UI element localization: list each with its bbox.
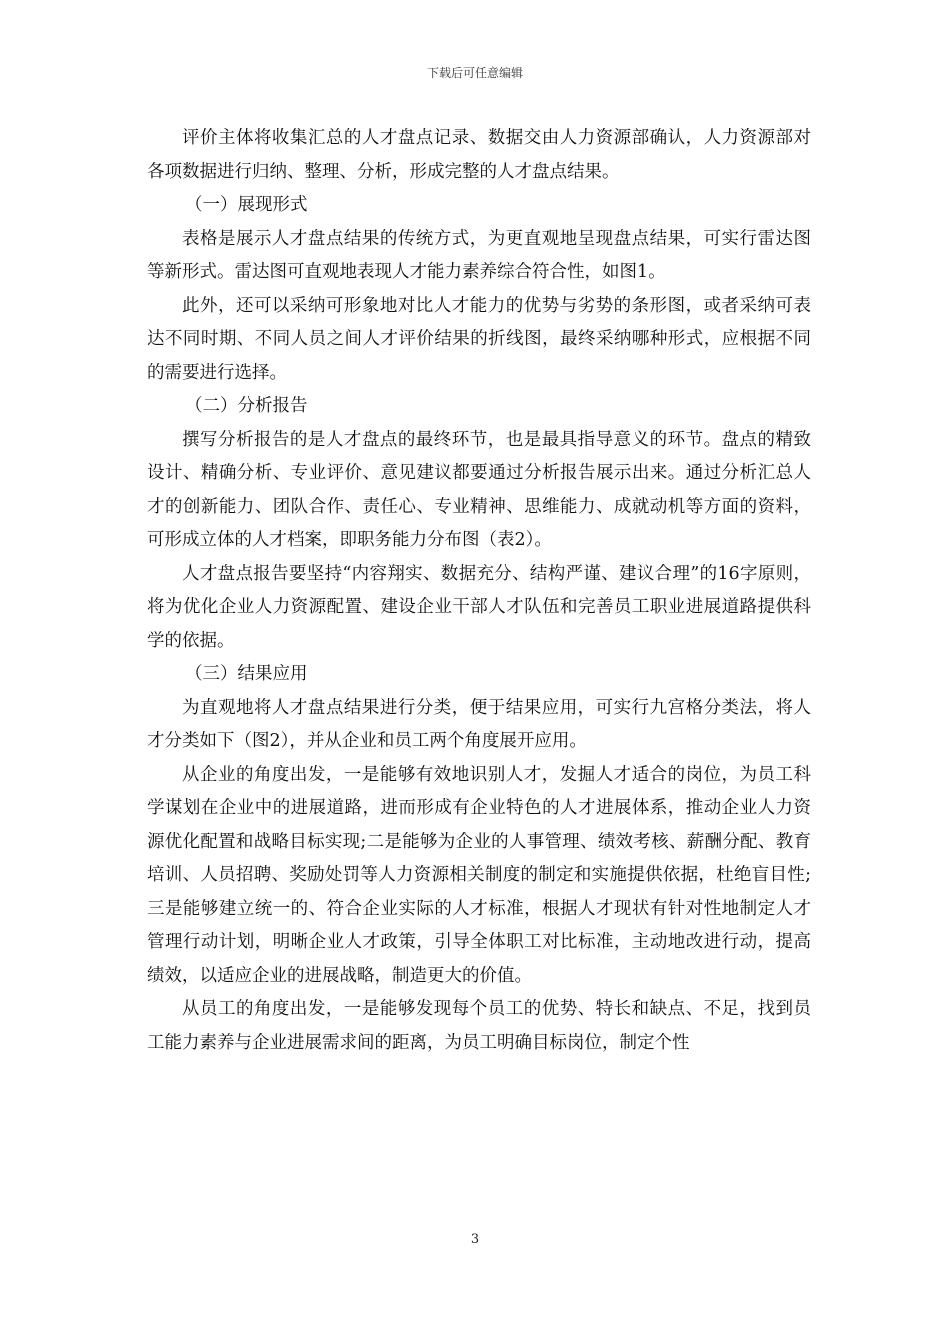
paragraph-data-review: 评价主体将收集汇总的人才盘点记录、数据交由人力资源部确认，人力资源部对各项数据进行归纳、整理、分析，形成完整的人才盘点结果。 (147, 128, 811, 182)
paragraph-employee-perspective: 从员工的角度出发，一是能够发现每个员工的优势、特长和缺点、不足，找到员工能力素养与企业进展需求间的距离，为员工明确目标岗位，制定个性 (147, 999, 811, 1053)
paragraph-enterprise-perspective: 从企业的角度出发，一是能够有效地识别人才，发掘人才适合的岗位，为员工科学谋划在企业中的进展道路，进而形成有企业特色的人才进展体系，推动企业人力资源优化配置和战略目标实现;二是能够为企业的人事管理、绩效考核、薪酬分配、教育培训、人员招聘、奖励处罚等人力资源相关制度的制定和实施提供依据，杜绝盲目性;三是能够建立统一的、符合企业实际的人才标准，根据人才现状有针对性地制定人才管理行动计划，明晰企业人才政策，引导全体职工对比标准，主动地改进行动，提高绩效，以适应企业的进展战略，制造更大的价值。 (147, 764, 811, 986)
section-heading-result-application: （三）结果应用 (185, 664, 308, 684)
section-heading-analysis-report: （二）分析报告 (185, 396, 308, 416)
paragraph-report-writing: 撰写分析报告的是人才盘点的最终环节，也是最具指导意义的环节。盘点的精致设计、精确分析、专业评价、意见建议都要通过分析报告展示出来。通过分析汇总人才的创新能力、团队合作、责任心、专业精神、思维能力、成就动机等方面的资料，可形成立体的人才档案，即职务能力分布图（表2）。 (147, 429, 811, 550)
document-body (147, 122, 811, 1060)
paragraph-radar-chart: 表格是展示人才盘点结果的传统方式，为更直观地呈现盘点结果，可实行雷达图等新形式。雷达图可直观地表现人才能力素养综合符合性，如图1。 (147, 228, 811, 282)
page-number: 3 (470, 1232, 480, 1247)
paragraph-report-principles: 人才盘点报告要坚持“内容翔实、数据充分、结构严谨、建议合理”的16字原则，将为优化企业人力资源配置、建设企业干部人才队伍和完善员工职业进展道路提供科学的依据。 (147, 563, 811, 651)
page-header: 下载后可任意编辑 (426, 66, 523, 80)
section-heading-presentation: （一）展现形式 (185, 195, 308, 215)
paragraph-other-charts: 此外，还可以采纳可形象地对比人才能力的优势与劣势的条形图，或者采纳可表达不同时期、不同人员之间人才评价结果的折线图，最终采纳哪种形式，应根据不同的需要进行选择。 (147, 295, 811, 383)
paragraph-nine-grid: 为直观地将人才盘点结果进行分类，便于结果应用，可实行九宫格分类法，将人才分类如下（图2），并从企业和员工两个角度展开应用。 (147, 697, 811, 751)
